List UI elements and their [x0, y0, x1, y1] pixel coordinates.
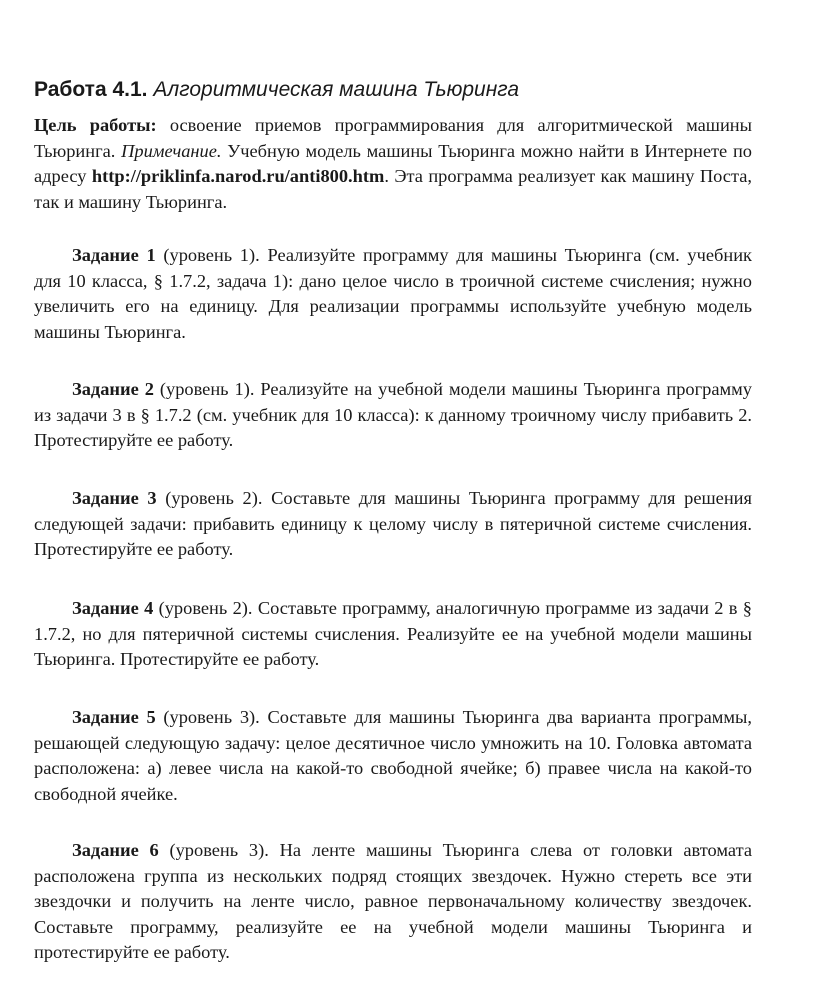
task-5-label: Задание 5 [72, 707, 156, 727]
work-name: Алгоритмическая машина Тьюринга [153, 78, 520, 101]
work-title [34, 76, 774, 104]
task-2-label: Задание 2 [72, 379, 154, 399]
task-4-label: Задание 4 [72, 598, 154, 618]
task-6 [34, 838, 752, 966]
task-1 [34, 243, 752, 345]
task-2 [34, 377, 752, 454]
task-2-text: Реализуйте на учебной модели машины Тьюринга программу из задачи 3 в § 1.7.2 (см. учебник для 10 класса): к данному троичному числу прибавить 2. Протестируйте ее работу. [34, 379, 752, 451]
note-after-url: . Эта программа реализует как машину Поста, так и машину Тьюринга. [34, 166, 752, 212]
work-number: Работа 4.1. [34, 78, 148, 101]
task-4-text: Составьте программу, аналогичную программе из задачи 2 в § 1.7.2, но для пятеричной системы счисления. Реализуйте ее на учебной модели машины Тьюринга. Протестируйте ее работу. [34, 598, 752, 670]
task-6-level: (уровень 3). [169, 840, 269, 860]
goal-paragraph [34, 113, 752, 215]
task-1-level: (уровень 1). [163, 245, 260, 265]
task-5 [34, 705, 752, 807]
task-1-text: Реализуйте программу для машины Тьюринга (см. учебник для 10 класса, § 1.7.2, задача 1): дано целое число в троичной системе счисления; нужно увеличить его на единицу. Для реализации программы используйте учебную модель машины Тьюринга. [34, 245, 752, 342]
task-6-text: На ленте машины Тьюринга слева от головки автомата расположена группа из нескольких подряд стоящих звездочек. Нужно стереть все эти звездочки и получить на ленте число, равное первоначальному количеству звездочек. Составьте программу, реализуйте ее на учебной модели машины Тьюринга и протестируйте ее работу. [34, 840, 752, 963]
goal-text: освоение приемов программирования для алгоритмической машины Тьюринга. [34, 115, 752, 161]
task-3-label: Задание 3 [72, 488, 157, 508]
goal-label: Цель работы: [34, 115, 157, 135]
note-label: Примечание. [121, 140, 222, 161]
task-3 [34, 486, 752, 563]
task-3-text: Составьте для машины Тьюринга программу для решения следующей задачи: прибавить единицу к целому числу в пятеричной системе счисления. Протестируйте ее работу. [34, 488, 752, 560]
task-5-text: Составьте для машины Тьюринга два варианта программы, решающей следующую задачу: целое десятичное число умножить на 10. Головка автомата расположена: а) левее числа на какой-то свободной ячейке; б) правее числа на какой-то свободной ячейке. [34, 707, 752, 804]
note-text: Учебную модель машины Тьюринга можно найти в Интернете по адресу [34, 140, 752, 187]
task-5-level: (уровень 3). [163, 707, 260, 727]
task-2-level: (уровень 1). [159, 379, 255, 399]
task-1-label: Задание 1 [72, 245, 156, 265]
task-4-level: (уровень 2). [158, 598, 253, 618]
resource-url: http://priklinfa.narod.ru/anti800.htm [91, 166, 385, 187]
task-3-level: (уровень 2). [165, 488, 263, 508]
task-4 [34, 596, 752, 673]
task-6-label: Задание 6 [72, 840, 159, 860]
